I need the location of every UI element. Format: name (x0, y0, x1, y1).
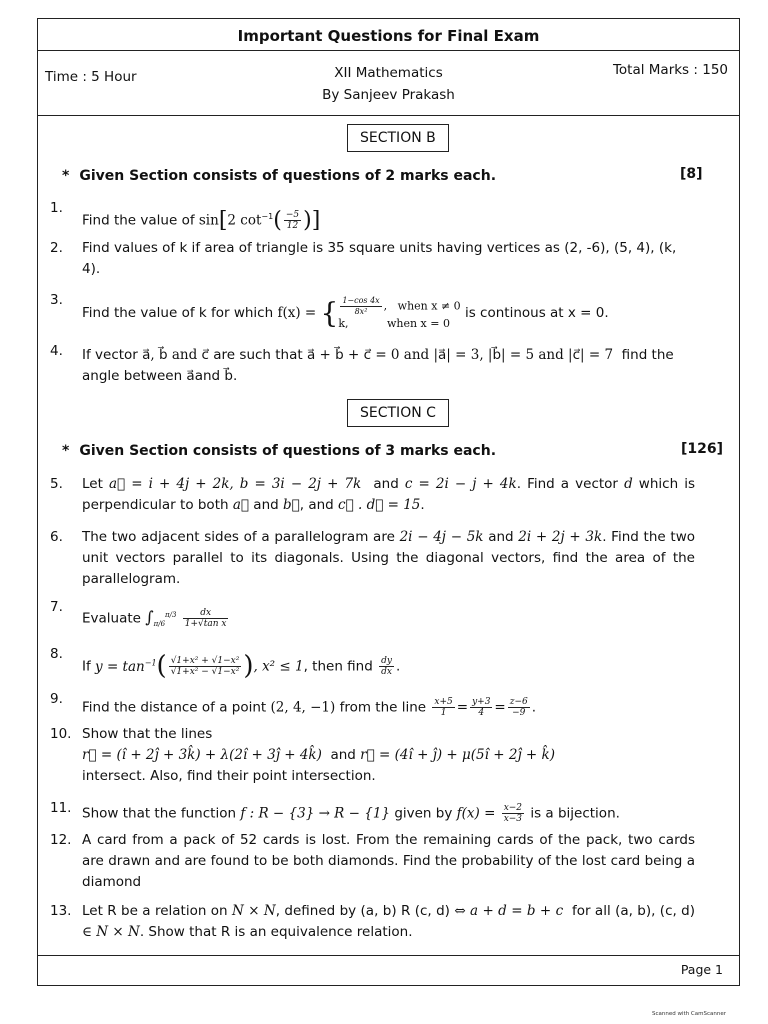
scanner-watermark: Scanned with CamScanner (652, 1011, 726, 1017)
question-5: 5. Let a⃗ = i + 4j + 2k, b = 3i − 2j + 7k and c = 2i − j + 4k. Find a vector d which is perpendicular to both a⃗ and b⃗, and c⃗ . d⃗ = 15. (50, 476, 695, 513)
question-12: 12. A card from a pack of 52 cards is lost. From the remaining cards of the pack, two cards are drawn and are found to be both diamonds. Find the probability of the lost card being a diamond (50, 832, 695, 890)
question-3: 3. Find the value of k for which f(x) = { $\frac{1-\cos 4x}{\text{8x²}}$ , when x ≠ 0 k, when x = 0 is continous at x = 0. (50, 292, 609, 330)
page-number: Page 1 (680, 962, 723, 977)
exam-total-marks: Total Marks : 150 (612, 62, 728, 78)
question-7: 7. Evaluate $\int_{\pi/6}^{\pi/3}$ $\frac{dx}{\text{1+√tan x}}$ (50, 599, 227, 629)
section-c-instruction: * Given Section consists of questions of 3 marks each. (62, 443, 497, 459)
question-6: 6. The two adjacent sides of a parallelogram are 2i − 4j − 5k and 2i + 2j + 3k. Find the two unit vectors parallel to its diagonals. Using the diagonal vectors, find the area of the parallelogram. (50, 529, 695, 587)
question-8: 8. If $y = \tan^{-1}$( $\frac{\text{√1+x² + √1−x²}}{\text{√1+x² − √1−x²}}$ ), x² ≤ 1, then find $\frac{dy}{dx}$ . (50, 646, 401, 681)
exam-subject: XII Mathematics (334, 65, 443, 81)
section-b-instruction: * Given Section consists of questions of 2 marks each. (62, 168, 497, 184)
section-b-marks: [8] (680, 166, 703, 182)
section-c-label: SECTION C (347, 399, 449, 427)
question-2: 2. Find values of k if area of triangle is 35 square units having vertices as (2, -6), (5, 4), (k, 4). (50, 240, 677, 277)
question-11: 11. Show that the function f : R − {3} → R − {1} given by f(x) = $\frac{x-2}{x-3}$ is a bijection. (50, 800, 620, 824)
section-c-marks: [126] (681, 441, 724, 457)
header-divider-top (37, 50, 740, 51)
question-9: 9. Find the distance of a point (2, 4, −1) from the line $\frac{x+5}{1}$ = $\frac{y+3}{4}$ = $\frac{z-6}{-9}$ . (50, 691, 537, 718)
header-divider-bottom (37, 115, 740, 116)
question-13: 13. Let R be a relation on N × N, defined by (a, b) R (c, d) ⇔ a + d = b + c for all (a, b), (c, d) ∈ N × N. Show that R is an equivalence relation. (50, 903, 696, 940)
exam-author: By Sanjeev Prakash (322, 87, 455, 103)
question-10: 10. Show that the lines r⃗ = (î + 2ĵ + 3k̂) + λ(2î + 3ĵ + 4k̂) and r⃗ = (4î + ĵ) + μ(5î + 2ĵ + k̂) intersect. Also, find their point intersection. (50, 726, 555, 784)
footer-divider (37, 955, 740, 956)
question-4: 4. If vector a⃗, b⃗ and c⃗ are such that a⃗ + b⃗ + c⃗ = 0 and |a⃗| = 3, |b⃗| = 5 and |c⃗| = 7 find the angle between a⃗and b⃗. (50, 343, 674, 384)
section-b-label: SECTION B (347, 124, 449, 152)
exam-time: Time : 5 Hour (45, 69, 137, 85)
question-1: 1. Find the value of sin[2 $\cot^{-1}$( $\frac{-5}{12}$ )] (50, 200, 321, 233)
exam-title: Important Questions for Final Exam (237, 27, 540, 45)
